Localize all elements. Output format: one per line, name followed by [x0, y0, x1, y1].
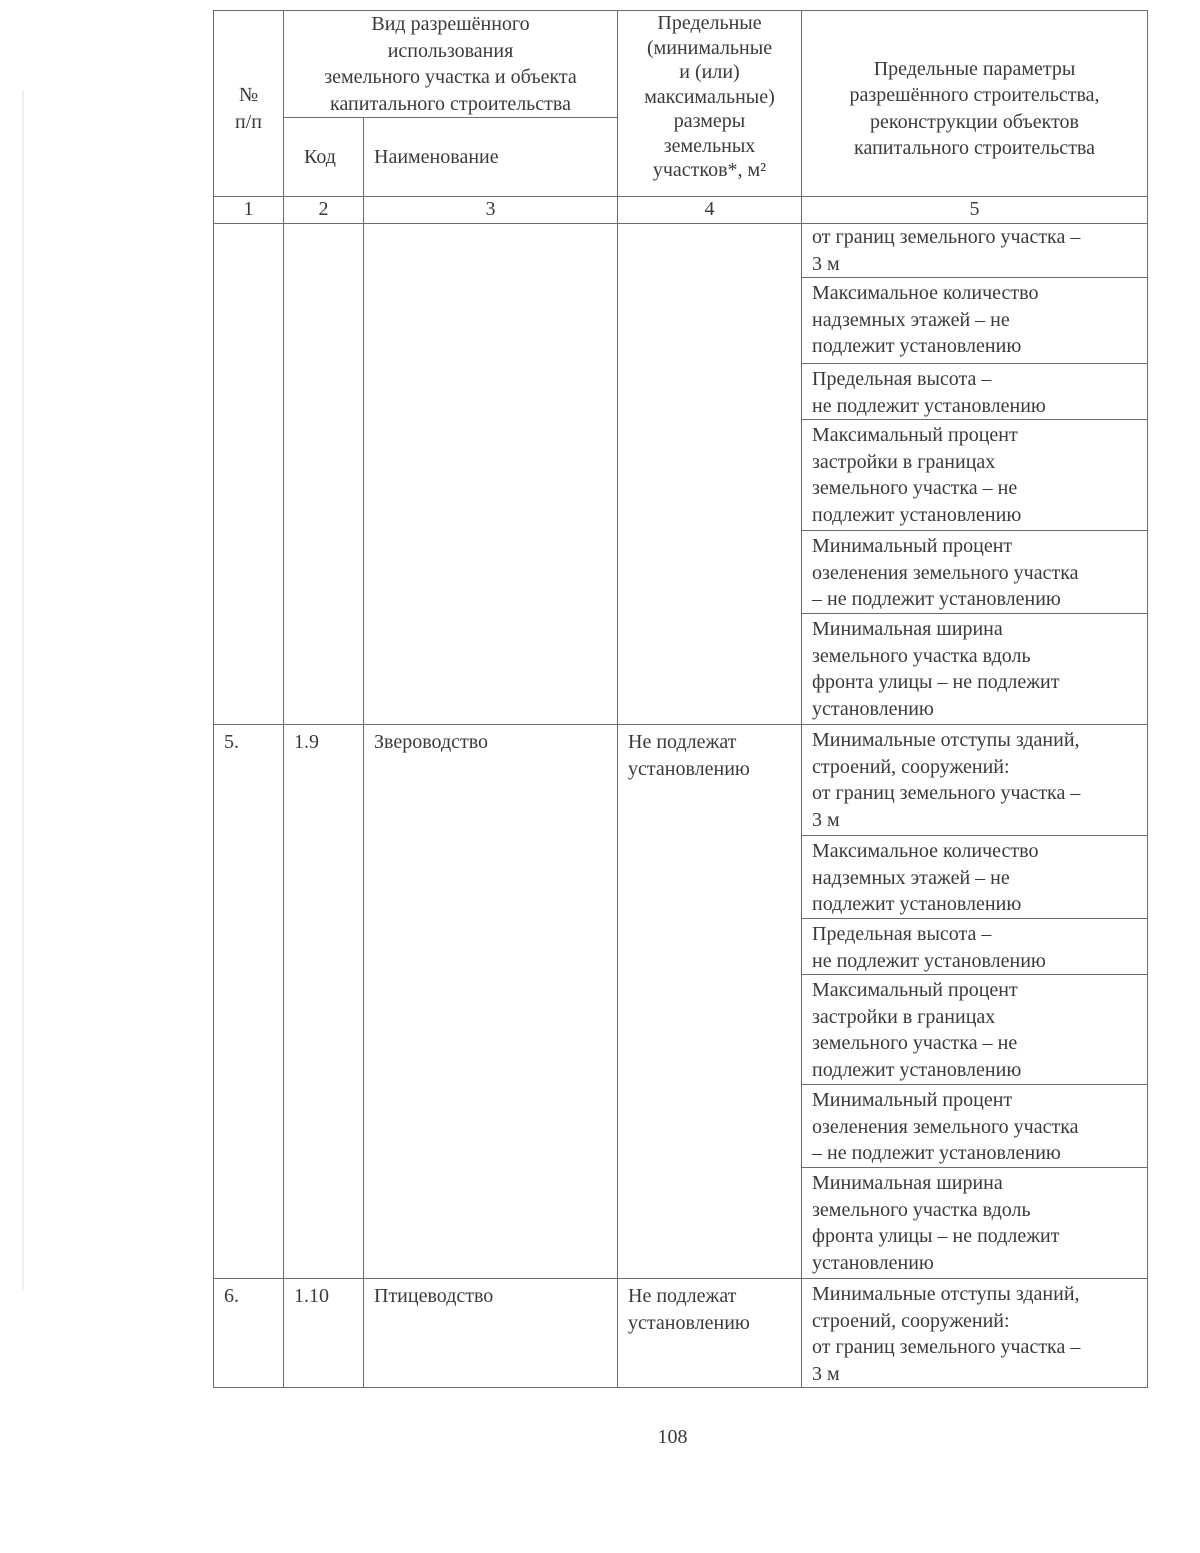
row-params	[802, 1279, 1148, 1388]
row-number	[214, 224, 284, 725]
header-name	[364, 118, 618, 197]
row-code	[284, 224, 364, 725]
column-number: 3	[364, 197, 618, 224]
column-number: 1	[214, 197, 284, 224]
param-cell: Максимальное количество надземных этажей – не подлежит установлению	[802, 836, 1147, 919]
row-size: Не подлежат установлению	[618, 1279, 802, 1388]
param-cell: Минимальная ширина земельного участка вдоль фронта улицы – не подлежит установлению	[812, 618, 1060, 720]
header-name-label: Наименование	[374, 145, 499, 168]
header-number: № п/п	[214, 11, 284, 197]
row-params	[802, 224, 1148, 725]
param-cell: Предельная высота – не подлежит установлению	[802, 364, 1147, 420]
row-size	[618, 224, 802, 725]
header-code-label: Код	[304, 145, 336, 168]
land-use-regulations-table	[213, 10, 1148, 1388]
param-cell: Минимальный процент озеленения земельного участка – не подлежит установлению	[802, 1085, 1147, 1168]
row-name: Звероводство	[364, 725, 618, 1279]
column-number: 5	[802, 197, 1148, 224]
header-plot-size-limits: Предельные (минимальные и (или) максимальные) размеры земельных участков*, м²	[618, 11, 802, 197]
param-cell: Максимальный процент застройки в границах земельного участка – не подлежит установлению	[802, 975, 1147, 1085]
row-number: 6.	[214, 1279, 284, 1388]
scan-margin-mark	[22, 90, 24, 1290]
row-params	[802, 725, 1148, 1279]
param-cell: Максимальное количество надземных этажей – не подлежит установлению	[802, 278, 1147, 364]
row-number: 5.	[214, 725, 284, 1279]
row-size: Не подлежат установлению	[618, 725, 802, 1279]
row-code: 1.9	[284, 725, 364, 1279]
header-code	[284, 118, 364, 197]
header-permitted-use-kind: Вид разрешённого использования земельного участка и объекта капитального строительства	[284, 11, 618, 118]
row-code: 1.10	[284, 1279, 364, 1388]
param-cell: Минимальные отступы зданий, строений, сооружений: от границ земельного участка – 3 м	[802, 725, 1147, 836]
column-number: 2	[284, 197, 364, 224]
table-row	[214, 725, 1148, 1279]
param-cell: Минимальный процент озеленения земельного участка – не подлежит установлению	[802, 531, 1147, 614]
param-cell: Предельная высота – не подлежит установлению	[802, 919, 1147, 975]
param-cell: от границ земельного участка – 3 м	[802, 224, 1147, 278]
column-number-row	[214, 197, 1148, 224]
table-row	[214, 1279, 1148, 1388]
row-name: Птицеводство	[364, 1279, 618, 1388]
param-cell: Минимальная ширина земельного участка вдоль фронта улицы – не подлежит установлению	[812, 1172, 1060, 1274]
column-number: 4	[618, 197, 802, 224]
param-cell: Максимальный процент застройки в границах земельного участка – не подлежит установлению	[802, 420, 1147, 531]
table-row	[214, 224, 1148, 725]
header-construction-parameters: Предельные параметры разрешённого строительства, реконструкции объектов капитального строительства	[802, 11, 1148, 197]
param-cell: Минимальные отступы зданий, строений, сооружений: от границ земельного участка – 3 м	[812, 1283, 1081, 1385]
row-name	[364, 224, 618, 725]
page-number: 108	[657, 1426, 688, 1448]
